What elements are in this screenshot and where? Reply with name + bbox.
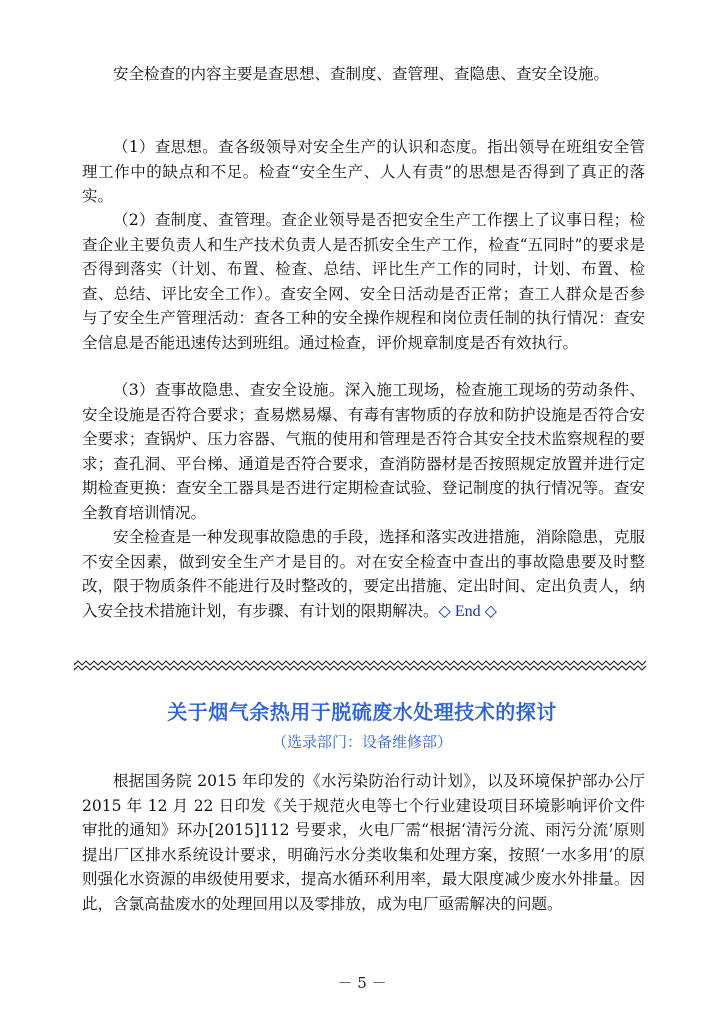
article-body-paragraph: 根据国务院 2015 年印发的《水污染防治行动计划》，以及环境保护部办公厅 2015 年 12 月 22 日印发《关于规范火电等七个行业建设项目环境影响评价文件审批的通知》环办[2015]112 号要求，火电厂需“根据‘清污分流、雨污分流’原则提出厂区排水系统设计要求，明确污水分类收集和处理方案，按照‘一水多用’的原则强化水资源的串级使用要求，提高水循环利用率，最大限度减少废水外排量。因此，含氯高盐废水的处理回用以及零排放，成为电厂亟需解决的问题。 — [82, 772, 645, 913]
article-title: 关于烟气余热用于脱硫废水处理技术的探讨 — [167, 700, 557, 724]
conclusion-text: 安全检查是一种发现事故隐患的手段，选择和落实改进措施，消除隐患，克服不安全因素，做到安全生产才是目的。对在安全检查中查出的事故隐患要及时整改，限于物质条件不能进行及时整改的，要定出措施、定出时间、定出负责人，纳入安全技术措施计划，有步骤、有计划的限期解决。 — [82, 528, 645, 620]
end-mark: ◇ End ◇ — [438, 602, 497, 620]
item-2-paragraph: （2）查制度、查管理。查企业领导是否把安全生产工作摆上了议事日程；检查企业主要负责人和生产技术负责人是否抓安全生产工作，检查“五同时”的要求是否得到落实（计划、布置、检查、总结、评比生产工作的同时，计划、布置、检查、总结、评比安全工作）。查安全网、安全日活动是否正常；查工人群众是否参与了安全生产管理活动：查各工种的安全操作规程和岗位责任制的执行情况：查安全信息是否能迅速传达到班组。通过检查，评价规章制度是否有效执行。 — [82, 211, 645, 352]
item-1-paragraph: （1）查思想。查各级领导对安全生产的认识和态度。指出领导在班组安全管理工作中的缺点和不足。检查“安全生产、人人有责”的思想是否得到了真正的落实。 — [82, 138, 645, 205]
page-number: － 5 － — [337, 974, 387, 992]
item-3-paragraph: （3）查事故隐患、查安全设施。深入施工现场，检查施工现场的劳动条件、安全设施是否符合要求；查易燃易爆、有毒有害物质的存放和防护设施是否符合安全要求；查锅炉、压力容器、气瓶的使用和管理是否符合其安全技术监察规程的要求；查孔洞、平台梯、通道是否符合要求，查消防器材是否按照规定放置并进行定期检查更换：查安全工器具是否进行定期检查试验、登记制度的执行情况等。查安全教育培训情况。 — [82, 381, 645, 522]
conclusion-paragraph — [82, 525, 645, 624]
intro-paragraph: 安全检查的内容主要是查思想、查制度、查管理、查隐患、查安全设施。 — [113, 65, 610, 83]
zigzag-divider — [74, 660, 649, 672]
article-subtitle: （选录部门：设备维修部） — [271, 733, 452, 751]
